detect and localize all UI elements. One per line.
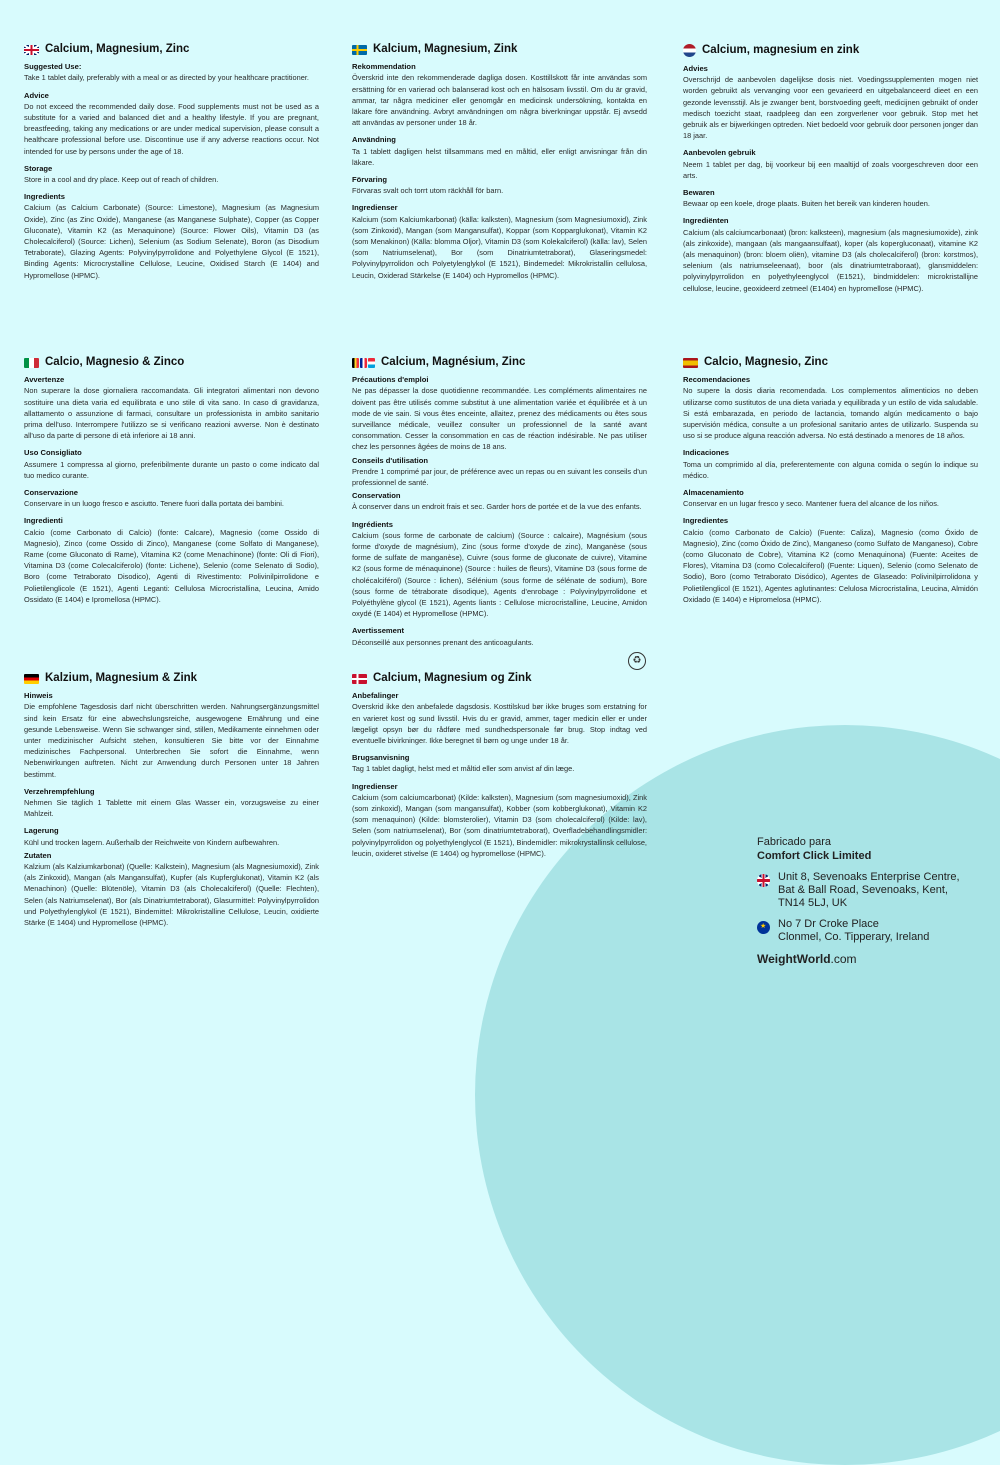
made-for-label: Fabricado para bbox=[757, 836, 831, 848]
section-text: Die empfohlene Tagesdosis darf nicht überschritten werden. Nahrungsergänzungsmittel sind kein Ersatz für eine abwechslungsreiche, ausgewogene Ernährung und eine gesunde Lebensweise. Wenn Sie schwanger sind, stillen, Medikamente einnehmen oder unter medizinischer Aufsicht stehen, konsultieren Sie bitte vor der Einnahme medizinisches Fachpersonal. Unterbrechen Sie sofort die Einnahme, wenn Nebenwirkungen auftreten. Nicht zur Anwendung durch Personen unter 18 Jahren bestimmt. bbox=[24, 702, 319, 779]
section-heading: Avvertenze bbox=[24, 375, 65, 385]
section-text: Non superare la dose giornaliera raccomandata. Gli integratori alimentari non devono sostituire una dieta varia ed equilibrata e uno stile di vita sano. In caso di gravidanza, allattamento o assunzione di farmaci, consultare un professionista in ambito sanitario prima dell'uso. Interrompere l'utilizzo se si verificano reazioni avverse. Non è destinato all'uso da parte di persone di età inferiore ai 18 anni. bbox=[24, 386, 319, 441]
brand-name: WeightWorld bbox=[757, 952, 831, 966]
section-heading: Avertissement bbox=[352, 626, 405, 636]
section-title: Calcium, Magnésium, Zinc bbox=[381, 356, 526, 368]
flag-group bbox=[352, 358, 375, 368]
section-text: Overschrijd de aanbevolen dagelijkse dosis niet. Voedingssupplementen mogen niet worden gebruikt als vervanging voor een gevarieerd en uitgebalanceerd dieet en een gezonde levensstijl. Als je zwanger bent, borstvoeding geeft, medicijnen gebruikt of onder medisch toezicht staat, raadpleeg dan een zorgverlener voor gebruik. Stop met het gebruik als er bijwerkingen optreden. Niet bedoeld voor gebruik door personen jonger dan 18 jaar. bbox=[683, 75, 978, 141]
section-heading: Indicaciones bbox=[683, 448, 730, 458]
section-heading: Verzehrempfehlung bbox=[24, 786, 95, 796]
france-flag-icon bbox=[360, 358, 367, 368]
section-heading: Anbefalinger bbox=[352, 691, 399, 701]
section-title: Calcium, Magnesium og Zink bbox=[373, 672, 532, 684]
section-text: Kalzium (als Kalziumkarbonat) (Quelle: Kalkstein), Magnesium (als Magnesiumoxid), Zink (als Zinkoxid), Mangan (als Mangansulfat), Kupfer (als Kupferglukonat), Vitamin K2 (als Menachinon) (Quelle: Blütenöle), Vitamin D3 (als Cholecalciferol) (Quelle: Flechten), Selen (als Natriumselenat), Bor (als Dinatriumtetraborat), Glasurmittel: Polyvinylpyrrolidon und Polyethylenglykol (E 1521), Bindemittel: Mikrokristalline Cellulose, Leucin, oxidierte Stärke (E 1404) und Hypromellose (HPMC). bbox=[24, 862, 319, 928]
eu-address bbox=[757, 918, 967, 944]
section-text: Förvaras svalt och torrt utom räckhåll för barn. bbox=[352, 186, 504, 196]
address-line: Clonmel, Co. Tipperary, Ireland bbox=[778, 931, 930, 943]
section-english bbox=[24, 44, 319, 281]
section-heading: Conseils d'utilisation bbox=[352, 455, 429, 465]
address-line: TN14 5LJ, UK bbox=[778, 897, 848, 909]
section-text: Kühl und trocken lagern. Außerhalb der Reichweite von Kindern aufbewahren. bbox=[24, 837, 280, 847]
section-text: Calcium (sous forme de carbonate de calcium) (Source : calcaire), Magnésium (sous forme d'oxyde de magnésium), Zinc (sous forme d'oxyde de zinc), Manganèse (sous forme de sulfate de manganèse), Cuivre (sous forme de gluconate de cuivre), Vitamine K2 (sous forme de ménaquinone) (Source : huiles de fleurs), Vitamine D3 (sous forme de cholécalciférol) (Source : lichen), Sélénium (sous forme de sélénate de sodium), Bore (sous forme de tétraborate disodique), Agents d'enrobage : Polyvinylpyrrolidone et Polyéthylène glycol (E 1521), Agents liants : Cellulose microcristalline, Leucine, Amidon oxydé (E 1404) et Hypromellose (HPMC). bbox=[352, 530, 647, 619]
section-text: Överskrid inte den rekommenderade dagliga dosen. Kosttillskott får inte användas som ersättning för en varierad och balanserad kost och en hälsosam livsstil. Om du är gravid, ammar, tar några mediciner eller genomgår en medicinsk undersökning, kontakta en läkare före användning. Avbryt användningen om några biverkningar uppstår. Ej avsedd att användas av personer under 18 år. bbox=[352, 73, 647, 128]
section-heading: Advies bbox=[683, 64, 708, 73]
section-heading: Uso Consigliato bbox=[24, 448, 82, 458]
sweden-flag-icon bbox=[352, 45, 367, 55]
section-spanish bbox=[683, 357, 978, 605]
section-heading: Brugsanvisning bbox=[352, 753, 410, 763]
section-text: Overskrid ikke den anbefalede dagsdosis. Kosttilskud bør ikke bruges som erstatning for en varieret kost og sund livsstil. Hvis du er gravid, ammer, tager medicin eller er under lægeligt opsyn bør du rådføre med sundhedspersonale før brug. Stop indtag ved eventuelle bivirkninger. Ikke beregnet til børn og unge under 18 år. bbox=[352, 702, 647, 746]
section-text: Nehmen Sie täglich 1 Tablette mit einem Glas Wasser ein, vorzugsweise zu einer Mahlzeit. bbox=[24, 798, 319, 819]
section-text: Calcium (som calciumcarbonat) (Kilde: kalksten), Magnesium (som magnesiumoxid), Zink (som zinkoxid), Mangan (som mangansulfat), Kobber (som kobberglukonat), Vitamin K2 (som menaquinon) (Kilde: blomsterolier), Vitamin D3 (som cholecalciferol) (Kilde: lav), Selen (som natriumselenat), Bor (som dinatriumtetraborat), Overfladebehandlingsmidler: polyvinylpyrrolidon og polyethylenglycol (E 1521), Bindemidler: mikrokrystallinsk cellulose, leucin, oxideret stivelse (E 1404) og hypromellose (HPMC). bbox=[352, 792, 647, 858]
section-text: Calcio (como Carbonato de Calcio) (Fuente: Caliza), Magnesio (como Óxido de Magnesio), Zinc (como Óxido de Zinc), Manganeso (como Sulfato de Manganeso), Cobre (como Gluconato de Cobre), Vitamina K2 (como Menaquinona) (Fuente: Aceites de Flores), Vitamina D3 (como Colecalciferol) (Fuente: Liquen), Selenio (como Selenato de Sodio), Boro (como Tetraborato Disódico), Agentes de Glaseado: Polivinilpirrolidona y Polietilenglicol (E 1521), Agentes aglutinantes: Celulosa Microcristalina, Leucina, Almidón Oxidado (E 1404) e Hipromelosa (HPMC). bbox=[683, 527, 978, 604]
section-heading: Hinweis bbox=[24, 691, 53, 701]
section-title: Kalzium, Magnesium & Zink bbox=[45, 672, 198, 684]
section-italian bbox=[24, 357, 319, 605]
section-text: Bewaar op een koele, droge plaats. Buiten het bereik van kinderen houden. bbox=[683, 199, 930, 209]
netherlands-flag-icon bbox=[683, 44, 696, 57]
section-text: Calcium (als calciumcarbonaat) (bron: kalksteen), magnesium (als magnesiumoxide), zink (als zinkoxide), mangaan (als mangaansulfaat), koper (als kopergluconaat), vitamine K2 (als menaquinon) (bron: bloem oliën), vitamine D3 (als cholecalciferol) (bron: korstmos), selenium (als natriumseleenaat), boor (als dinatriumtetraboraat), glansmiddelen: polyvinylpyrrolidon en polyethyleenglycol (E1521), bindmiddelen: microkristallijne cellulose, leucine, geoxideerd zetmeel (E1404) en hypromellose (HPMC). bbox=[683, 227, 978, 293]
section-heading: Ingredienser bbox=[352, 203, 398, 213]
manufacturer-info bbox=[757, 835, 967, 966]
section-heading: Recomendaciones bbox=[683, 375, 751, 385]
section-text: À conserver dans un endroit frais et sec. Garder hors de portée et de la vue des enfants. bbox=[352, 502, 642, 512]
section-heading: Lagerung bbox=[24, 826, 59, 836]
germany-flag-icon bbox=[24, 674, 39, 684]
eu-flag-icon bbox=[757, 921, 770, 934]
section-text: Tag 1 tablet dagligt, helst med et måltid eller som anvist af din læge. bbox=[352, 764, 575, 774]
section-danish bbox=[352, 673, 647, 859]
section-text: Conservare in un luogo fresco e asciutto. Tenere fuori dalla portata dei bambini. bbox=[24, 499, 284, 509]
spain-flag-icon bbox=[683, 358, 698, 368]
address-line: Bat & Ball Road, Sevenoaks, Kent, bbox=[778, 884, 948, 896]
section-heading: Ingredients bbox=[24, 192, 65, 202]
section-heading: Rekommendation bbox=[352, 62, 416, 72]
section-heading: Conservazione bbox=[24, 488, 79, 498]
section-heading: Précautions d'emploi bbox=[352, 375, 429, 385]
section-heading: Aanbevolen gebruik bbox=[683, 148, 756, 158]
section-title: Calcium, Magnesium, Zinc bbox=[45, 43, 190, 55]
section-heading: Användning bbox=[352, 135, 396, 145]
section-text: Déconseillé aux personnes prenant des anticoagulants. bbox=[352, 637, 534, 647]
section-text: Assumere 1 compressa al giorno, preferibilmente durante un pasto o come indicato dal tuo medico curante. bbox=[24, 459, 319, 480]
section-heading: Bewaren bbox=[683, 188, 715, 198]
section-text: Take 1 tablet daily, preferably with a meal or as directed by your healthcare practitioner. bbox=[24, 73, 309, 83]
brand-domain: .com bbox=[830, 952, 857, 966]
section-dutch bbox=[683, 44, 978, 294]
section-swedish bbox=[352, 44, 647, 281]
section-heading: Förvaring bbox=[352, 175, 388, 185]
section-german bbox=[24, 673, 319, 928]
address-line: No 7 Dr Croke Place bbox=[778, 918, 879, 930]
section-heading: Advice bbox=[24, 90, 49, 100]
uk-address bbox=[757, 871, 967, 910]
section-text: Store in a cool and dry place. Keep out of reach of children. bbox=[24, 175, 219, 185]
denmark-flag-icon bbox=[352, 674, 367, 684]
section-heading: Storage bbox=[24, 163, 53, 173]
section-heading: Suggested Use: bbox=[24, 62, 82, 72]
section-heading: Conservation bbox=[352, 491, 401, 501]
section-title: Calcium, magnesium en zink bbox=[702, 43, 860, 56]
section-text: Neem 1 tablet per dag, bij voorkeur bij een maaltijd of zoals voorgeschreven door een arts. bbox=[683, 159, 978, 180]
section-heading: Ingredienti bbox=[24, 516, 63, 526]
section-heading: Ingredientes bbox=[683, 516, 729, 526]
address-line: Unit 8, Sevenoaks Enterprise Centre, bbox=[778, 871, 960, 883]
brand-logo bbox=[757, 952, 967, 966]
section-heading: Almacenamiento bbox=[683, 488, 744, 498]
section-title: Calcio, Magnesio, Zinc bbox=[704, 356, 828, 368]
section-text: Calcium (as Calcium Carbonate) (Source: Limestone), Magnesium (as Magnesium Oxide), Zinc (as Zinc Oxide), Manganese (as Manganese Sulphate), Copper (as Copper Gluconate), Vitamin K2 (as Menaquinone) (Source: Flower Oils), Vitamin D3 (as Cholecalciferol) (Source: Lichen), Selenium (as Sodium Selenate), Boron (as Disodium Tetraborate), Glazing Agents: Polyvinylpyrrolidone and Polyethylene Glycol (E 1521), Binding Agents: Microcrystalline Cellulose, Leucine, Oxidised Starch (E 1404) and Hypromellose (HPMC). bbox=[24, 203, 319, 280]
recycle-icon: ♻ bbox=[628, 652, 646, 670]
section-text: Conservar en un lugar fresco y seco. Mantener fuera del alcance de los niños. bbox=[683, 499, 939, 509]
section-heading: Ingredienser bbox=[352, 781, 398, 791]
section-heading: Ingrédients bbox=[352, 519, 393, 529]
section-french bbox=[352, 357, 647, 648]
section-text: Prendre 1 comprimé par jour, de préférence avec un repas ou en suivant les conseils d'un professionnel de santé. bbox=[352, 466, 647, 488]
company-name: Comfort Click Limited bbox=[757, 850, 872, 862]
italy-flag-icon bbox=[24, 358, 39, 368]
uk-flag-icon bbox=[757, 874, 770, 887]
luxembourg-flag-icon bbox=[368, 358, 375, 368]
section-heading: Zutaten bbox=[24, 850, 52, 860]
section-text: Ta 1 tablett dagligen helst tillsammans med en måltid, eller enligt anvisningar från din läkare. bbox=[352, 146, 647, 167]
section-text: No supere la dosis diaria recomendada. Los complementos alimenticios no deben utilizarse como sustitutos de una dieta variada y equilibrada y un estilo de vida saludable. Si está embarazada, en periodo de lactancia, tomando algún medicamento o bajo supervisión médica, consulte a un profesional sanitario antes de utilizarlo. Suspenda su uso si se produce alguna reacción adversa. No está destinado a menores de 18 años. bbox=[683, 386, 978, 441]
section-text: Kalcium (som Kalciumkarbonat) (källa: kalksten), Magnesium (som Magnesiumoxid), Zink (som Zinkoxid), Mangan (som Mangansulfat), Koppar (som Kopparglukonat), Vitamin K2 (som Menakinon) (Källa: blomma Oljor), Vitamin D3 (som Kolekalciferol) (källa: lav), Selen (som Natriumselenat), Bor (som Dinatriumtetraborat), Glaseringsmedel: Polyvinylpyrrolidon och Polyetylenglykol (E 1521), Bindemedel: Mikrokristallin cellulosa, Leucin, Oxiderad Stärkelse (E 1404) och Hypromellos (HPMC). bbox=[352, 214, 647, 280]
section-title: Kalcium, Magnesium, Zink bbox=[373, 43, 518, 55]
section-title: Calcio, Magnesio & Zinco bbox=[45, 356, 185, 368]
section-text: Calcio (come Carbonato di Calcio) (fonte: Calcare), Magnesio (come Ossido di Magnesio), Zinco (come Ossido di Zinco), Manganese (come Solfato di Manganese), Rame (come Gluconato di Rame), Vitamina K2 (come Menachinone) (fonte: Oli di Fiori), Vitamina D3 (come Colecalciferolo) (fonte: Lichene), Selenio (come Selenato di Sodio), Boro (come Tetraborato Disodico), Agenti di Rivestimento: Polivinilpirrolidone e Polietilenglicole (E 1521), Agenti Leganti: Cellulosa Microcristallina, Leucina, Amido Ossidato (E 1404) e Ipromellosa (HPMC). bbox=[24, 527, 319, 604]
section-heading: Ingrediënten bbox=[683, 216, 729, 226]
uk-flag-icon bbox=[24, 45, 39, 55]
belgium-flag-icon bbox=[352, 358, 359, 368]
section-text: Toma un comprimido al día, preferentemente con alguna comida o según lo indique su médico. bbox=[683, 459, 978, 480]
section-text: Do not exceed the recommended daily dose. Food supplements must not be used as a substitute for a varied and balanced diet and a healthy lifestyle. If you are pregnant, breastfeeding, taking any medications or are under medical supervision, please consult a healthcare professional before use. Discontinue use if any adverse reactions occur. Not intended for use by persons under the age of 18. bbox=[24, 101, 319, 156]
section-text: Ne pas dépasser la dose quotidienne recommandée. Les compléments alimentaires ne doivent pas être utilisés comme substitut à une alimentation variée et équilibrée et à un mode de vie sain. Si vous êtes enceinte, allaitez, prenez des médicaments ou êtes sous surveillance médicale, veuillez consulter un professionnel de la santé avant consommation. Cesser la consommation en cas de réaction indésirable. Ne pas utiliser chez les personnes âgées de moins de 18 ans. bbox=[352, 386, 647, 452]
